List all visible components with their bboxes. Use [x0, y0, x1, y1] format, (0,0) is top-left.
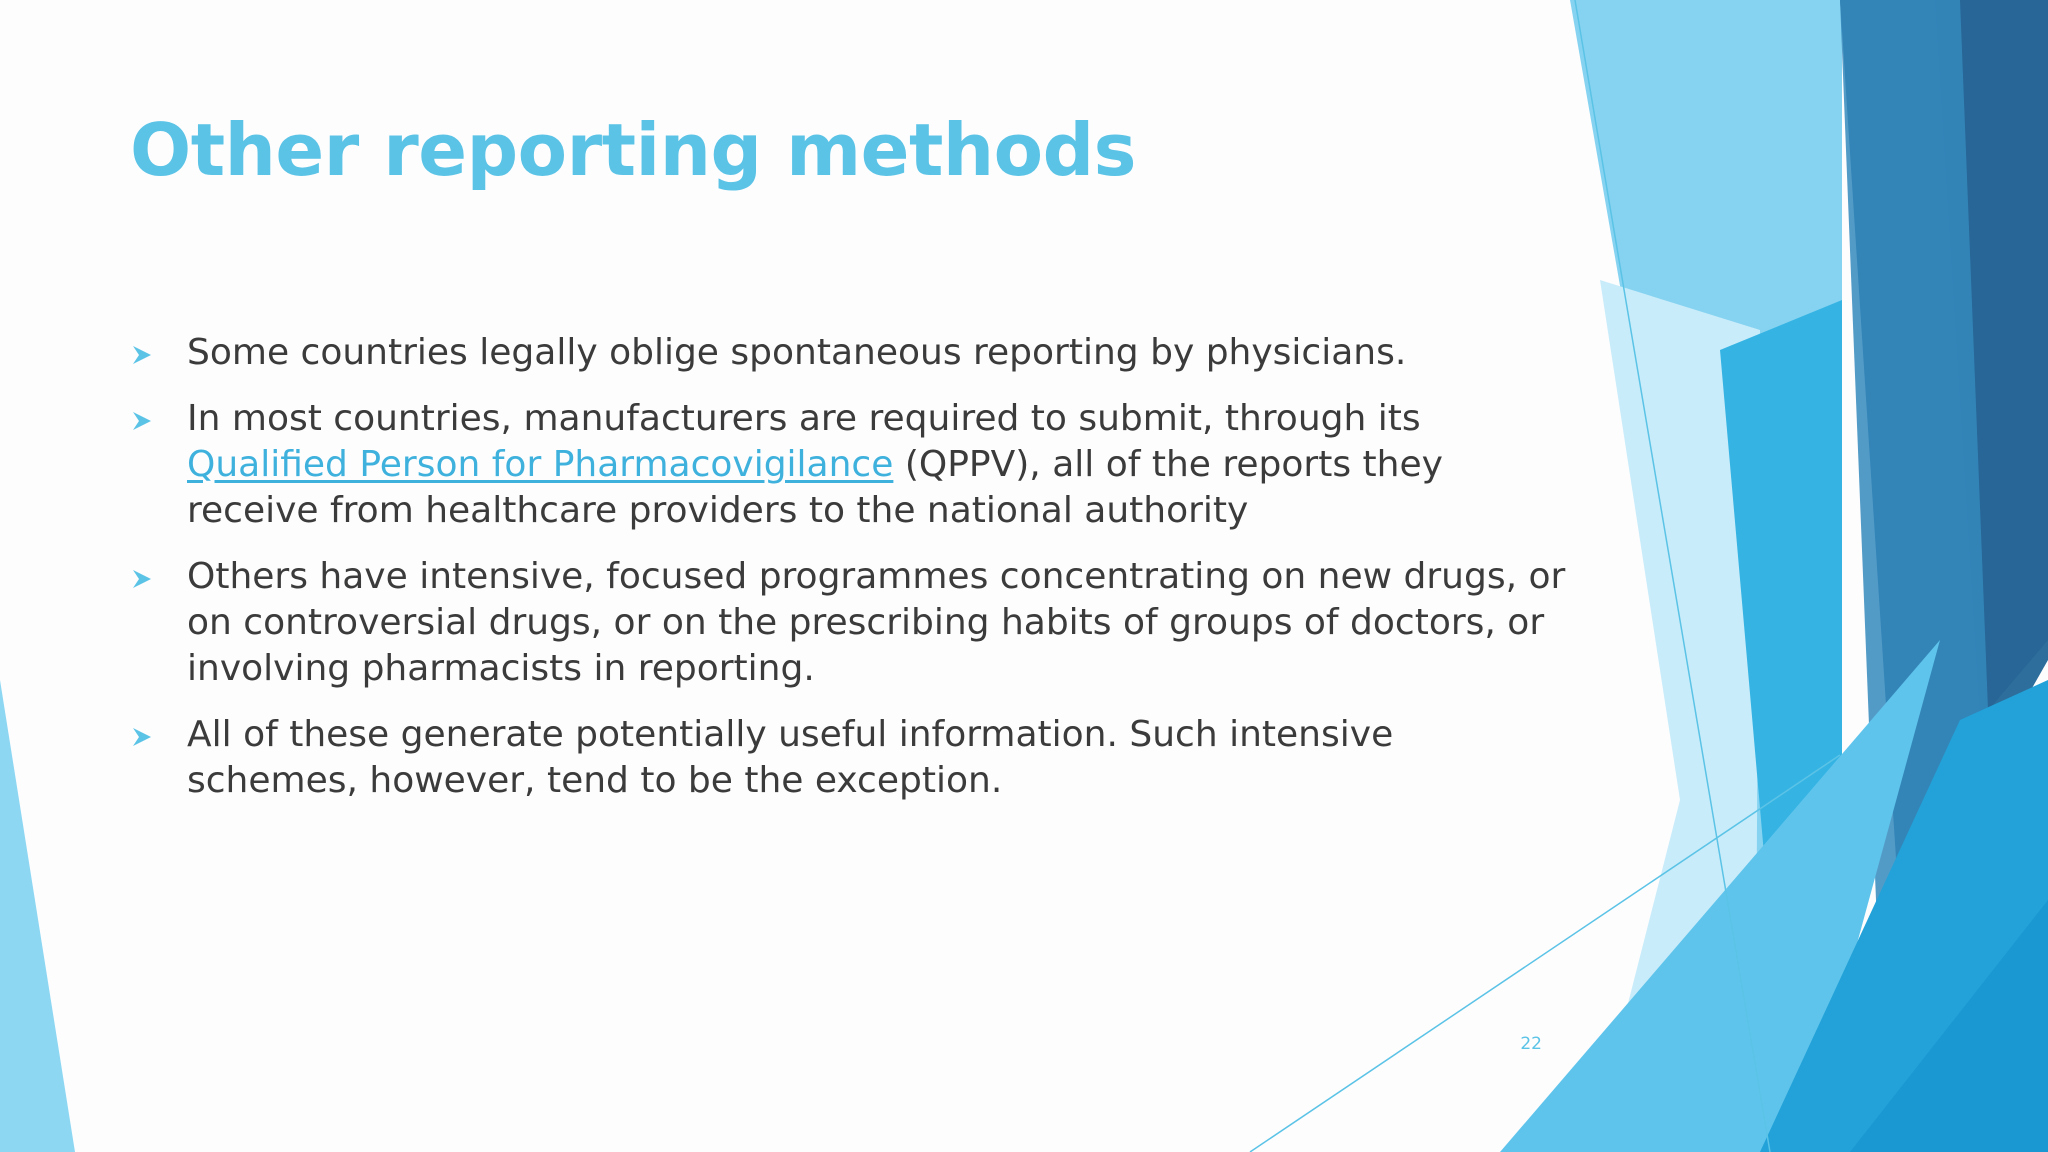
arrowhead-bullet-icon — [132, 345, 152, 365]
arrowhead-bullet-icon — [132, 727, 152, 747]
bullet-text-continued: (QPPV), all of the reports they receive from healthcare providers to the national authority — [187, 444, 1443, 531]
arrowhead-bullet-icon — [132, 411, 152, 431]
bullet-item — [128, 330, 1568, 376]
bullet-item — [128, 554, 1568, 692]
page-number: 22 — [1520, 1034, 1542, 1054]
slide-title: Other reporting methods — [130, 108, 1136, 192]
qppv-link[interactable]: Qualified Person for Pharmacovigilance — [187, 444, 894, 485]
bullet-text: Some countries legally oblige spontaneous reporting by physicians. — [187, 332, 1407, 373]
bullet-text: In most countries, manufacturers are required to submit, through its — [187, 398, 1421, 439]
bullet-text: Others have intensive, focused programmes concentrating on new drugs, or on controversial drugs, or on the prescribing habits of groups of doctors, or involving pharmacists in reporting. — [187, 556, 1566, 689]
arrowhead-bullet-icon — [132, 569, 152, 589]
left-accent-shape — [0, 680, 75, 1152]
bullet-text: All of these generate potentially useful information. Such intensive schemes, however, tend to be the exception. — [187, 714, 1394, 801]
bullet-item — [128, 712, 1568, 804]
bullet-list — [128, 330, 1568, 824]
bullet-item — [128, 396, 1568, 534]
